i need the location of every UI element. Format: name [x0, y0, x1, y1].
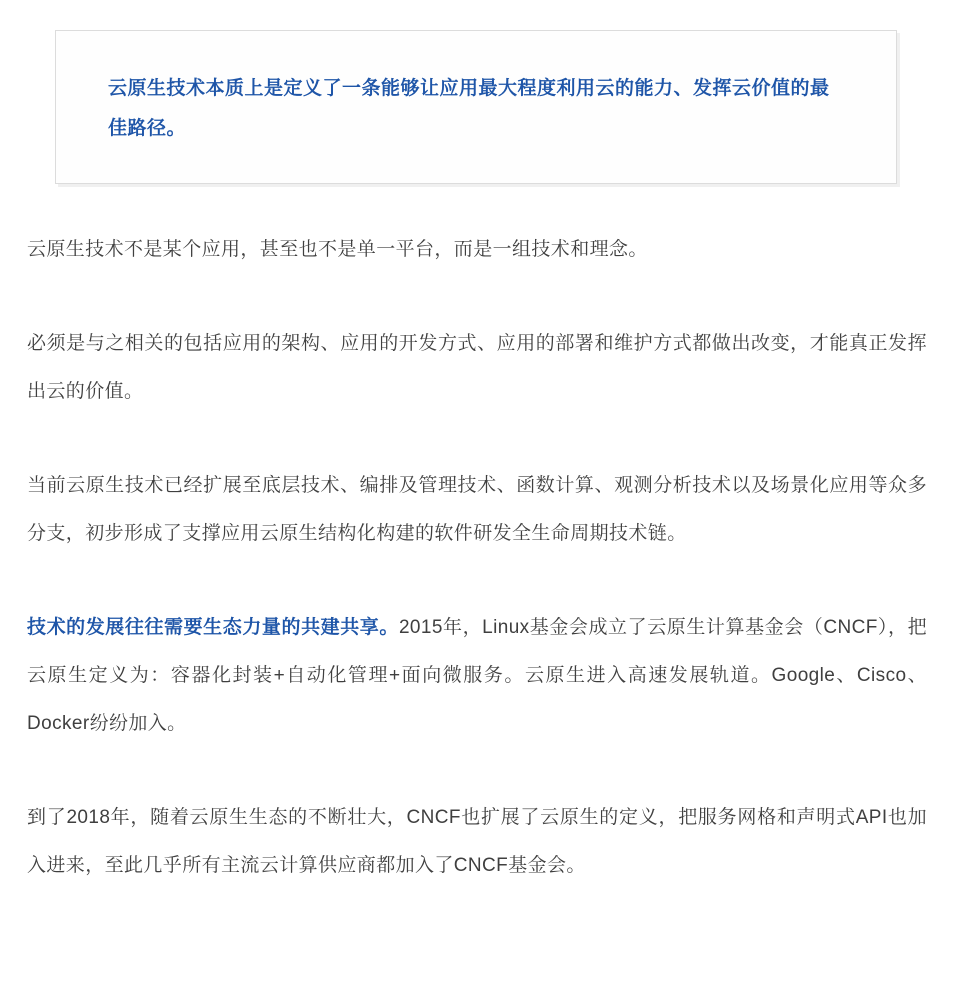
paragraph-3: 当前云原生技术已经扩展至底层技术、编排及管理技术、函数计算、观测分析技术以及场景化应用等众多分支，初步形成了支撑应用云原生结构化构建的软件研发全生命周期技术链。	[27, 475, 927, 544]
highlight-callout	[55, 30, 897, 184]
paragraph-2: 必须是与之相关的包括应用的架构、应用的开发方式、应用的部署和维护方式都做出改变，才能真正发挥出云的价值。	[27, 333, 927, 402]
paragraph-4-text: 2015年，Linux基金会成立了云原生计算基金会（CNCF），把云原生定义为：容器化封装+自动化管理+面向微服务。云原生进入高速发展轨道。Google、Cisco、Docker纷纷加入。	[27, 617, 927, 734]
paragraph-5: 到了2018年，随着云原生生态的不断壮大，CNCF也扩展了云原生的定义，把服务网格和声明式API也加入进来，至此几乎所有主流云计算供应商都加入了CNCF基金会。	[27, 807, 927, 876]
paragraph-4-lead: 技术的发展往往需要生态力量的共建共享。	[27, 617, 399, 638]
paragraph-4	[27, 604, 927, 748]
document-body	[27, 184, 927, 890]
callout-text: 云原生技术本质上是定义了一条能够让应用最大程度利用云的能力、发挥云价值的最佳路径。	[108, 78, 830, 139]
document-page	[0, 30, 967, 983]
callout-container	[55, 30, 897, 184]
paragraph-1: 云原生技术不是某个应用，甚至也不是单一平台，而是一组技术和理念。	[27, 239, 648, 260]
